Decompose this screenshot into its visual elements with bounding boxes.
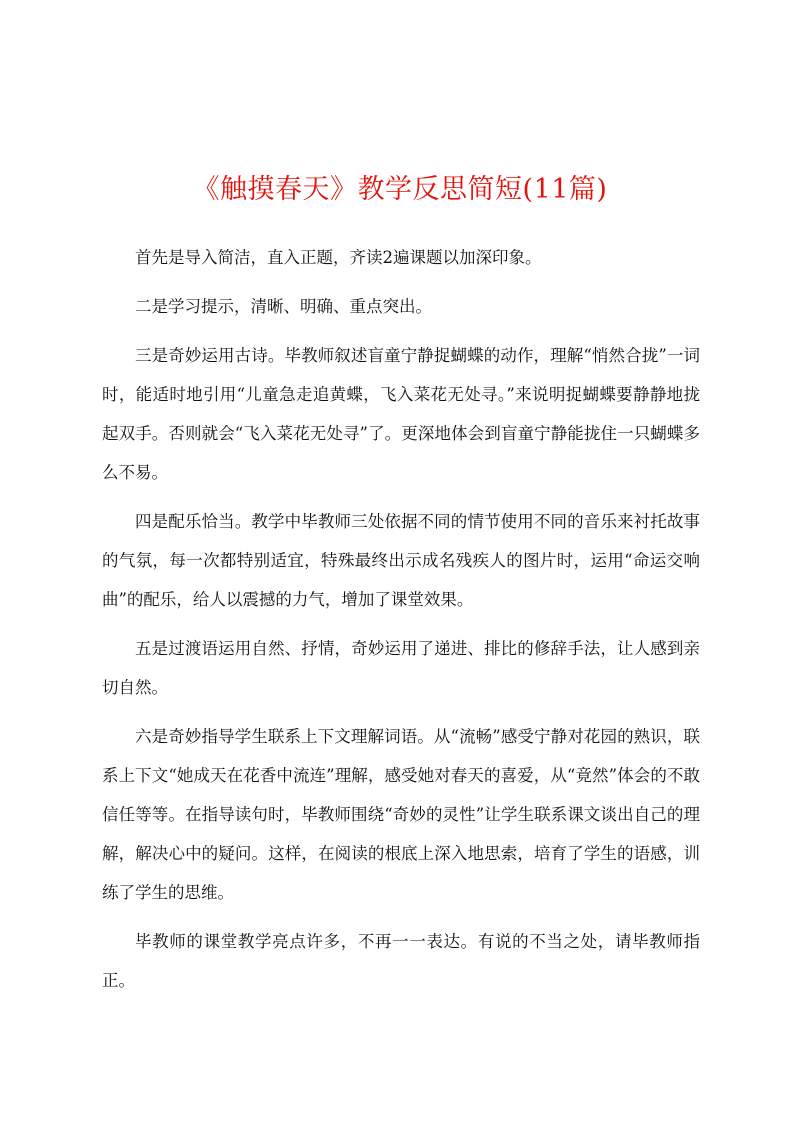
paragraph-6: 六是奇妙指导学生联系上下文理解词语。从“流畅”感受宁静对花园的熟识，联系上下文“她成天在花香中流连”理解，感受她对春天的喜爱，从“竟然”体会的不敢信任等等。在指导读句时，毕教师围绕“奇妙的灵性”让学生联系课文谈出自己的理解，解决心中的疑问。这样，在阅读的根底上深入地思索，培育了学生的语感，训练了学生的思维。 (102, 727, 700, 902)
paragraph-4: 四是配乐恰当。教学中毕教师三处依据不同的情节使用不同的音乐来衬托故事的气氛，每一次都特别适宜，特殊最终出示成名残疾人的图片时，运用“命运交响曲”的配乐，给人以震撼的力气，增加了课堂效果。 (102, 512, 700, 609)
paragraph-5: 五是过渡语运用自然、抒情，奇妙运用了递进、排比的修辞手法，让人感到亲切自然。 (102, 639, 700, 697)
paragraph-3: 三是奇妙运用古诗。毕教师叙述盲童宁静捉蝴蝶的动作，理解“悄然合拢”一词时，能适时地引用“儿童急走追黄蝶，飞入菜花无处寻。”来说明捉蝴蝶要静静地拢起双手。否则就会“飞入菜花无处寻”了。更深地体会到盲童宁静能拢住一只蝴蝶多么不易。 (102, 346, 700, 482)
paragraph-7: 毕教师的课堂教学亮点许多，不再一一表达。有说的不当之处，请毕教师指正。 (102, 932, 700, 990)
paragraph-2: 二是学习提示，清晰、明确、重点突出。 (135, 297, 432, 316)
document-body (102, 238, 700, 1010)
paragraph-1: 首先是导入简洁，直入正题，齐读2遍课题以加深印象。 (135, 248, 542, 267)
document-title: 《触摸春天》教学反思简短(11篇) (192, 174, 608, 205)
